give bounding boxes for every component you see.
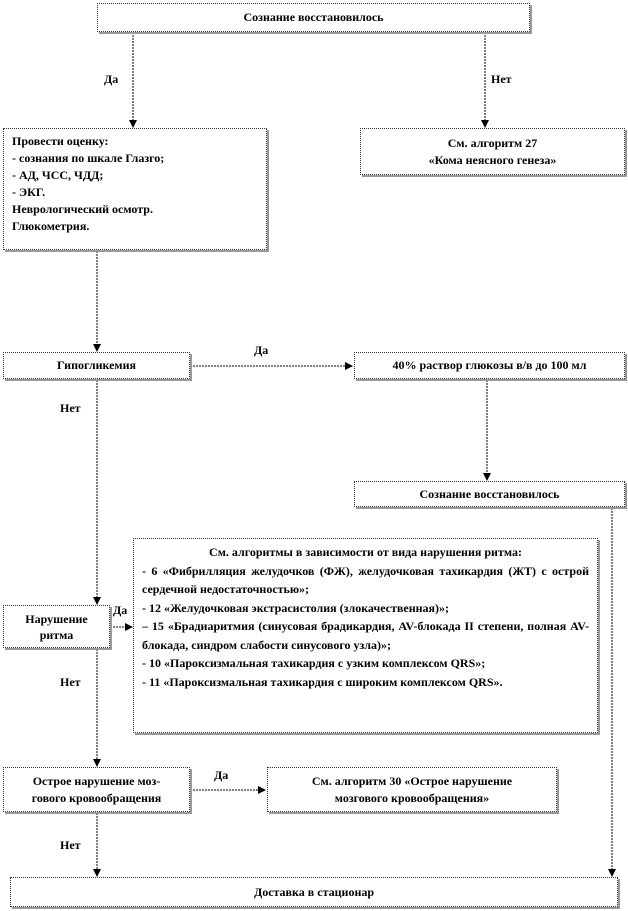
node-text: «Кома неясного генеза» <box>428 152 557 167</box>
assess-item: - сознания по шкале Глазго; <box>12 151 165 165</box>
node-rhythm-algorithms <box>133 538 598 733</box>
node-stroke <box>3 767 190 812</box>
node-hospital-delivery <box>10 877 618 907</box>
node-stroke-algorithm <box>267 767 557 812</box>
node-text: мозгового кровообращения» <box>334 790 490 805</box>
algorithm-item: - 11 «Пароксизмальная тахикардия с широким комплексом QRS». <box>142 674 503 689</box>
label-yes: Да <box>214 768 229 782</box>
assess-title: Провести оценку: <box>12 134 109 148</box>
node-hypoglycemia <box>3 352 190 379</box>
label-no: Нет <box>60 838 81 852</box>
node-text: Острое нарушение моз- <box>32 773 161 788</box>
node-text: Нарушение <box>25 611 88 626</box>
algorithm-item: - 12 «Желудочковая экстрасистолия (злокачественная)»; <box>142 600 450 615</box>
label-no: Нет <box>60 675 81 689</box>
node-text: Сознание восстановилось <box>243 10 384 24</box>
node-text: См. алгоритм 30 «Острое нарушение <box>311 773 513 788</box>
label-no: Нет <box>60 401 81 415</box>
assess-item: - АД, ЧСС, ЧДД; <box>12 168 104 182</box>
node-text: Доставка в стационар <box>253 884 375 899</box>
label-yes: Да <box>254 343 269 357</box>
node-text: См. алгоритм 27 <box>447 135 538 150</box>
label-yes: Да <box>104 72 119 86</box>
algorithm-item: – 15 «Брадиаритмия (синусовая брадикардия, AV-блокада II степени, полная AV-блокада, синдром слабости синусового узла)»; <box>142 619 589 652</box>
node-consciousness-restored-2 <box>354 481 625 507</box>
node-assessment <box>3 128 267 250</box>
node-consciousness-restored <box>97 3 530 32</box>
algorithm-item: - 6 «Фибрилляция желудочков (ФЖ), желудочковая тахикардия (ЖТ) с острой сердечной недостаточностью»; <box>142 563 589 596</box>
label-no: Нет <box>491 72 512 86</box>
node-text: Сознание восстановилось <box>419 486 560 501</box>
node-text: Гипогликемия <box>56 358 136 372</box>
node-text: гового кровообращения <box>31 790 162 805</box>
node-glucose <box>354 352 625 379</box>
label-yes: Да <box>113 603 128 617</box>
node-text: ритма <box>39 627 74 642</box>
node-coma-algorithm <box>360 128 625 175</box>
node-text: 40% раствор глюкозы в/в до 100 мл <box>392 358 587 372</box>
assess-item: - ЭКГ. <box>12 185 46 199</box>
algorithm-item: - 10 «Пароксизмальная тахикардия с узким комплексом QRS»; <box>142 656 486 670</box>
assess-extra: Глюкометрия. <box>12 219 90 233</box>
assess-extra: Неврологический осмотр. <box>12 202 153 216</box>
algorithms-title: См. алгоритмы в зависимости от вида нарушения ритма: <box>209 545 522 559</box>
node-arrhythmia <box>3 605 110 648</box>
